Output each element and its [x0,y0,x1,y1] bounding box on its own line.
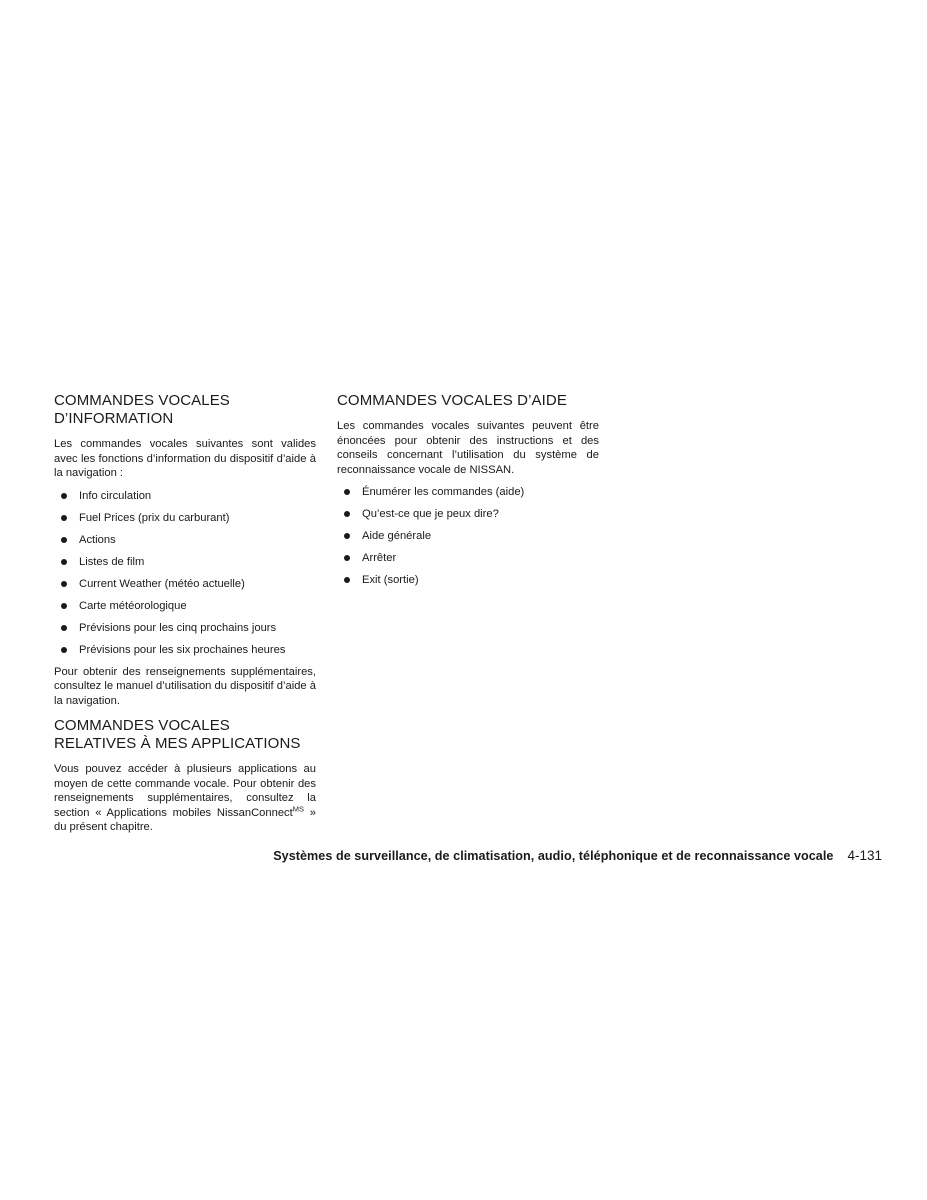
bullet-icon [344,489,350,495]
list-item [54,555,316,569]
bullet-icon [61,537,67,543]
chapter-title: Systèmes de surveillance, de climatisation, audio, téléphonique et de reconnaissance vocale [273,849,834,863]
list-item [337,573,599,587]
my-apps-commands-section [54,717,316,835]
bullet-icon [344,555,350,561]
list-item [337,551,599,565]
section-heading: COMMANDES VOCALES D’INFORMATION [54,392,230,427]
list-item-label: Info circulation [79,489,152,502]
information-commands-section [54,392,316,708]
body-text: Vous pouvez accéder à plusieurs applications au moyen de cette commande vocale. Pour obtenir des renseignements supplémentaires, consultez la section « Applications mobiles NissanConnect [54,763,316,819]
bullet-icon [61,559,67,565]
help-commands-section [337,392,599,587]
list-item [54,643,316,657]
left-column [54,392,316,835]
body-text-end: » du présent chapitre. [54,806,316,833]
list-item-label: Arrêter [362,552,397,564]
page-footer [273,848,882,863]
list-item-label: Prévisions pour les six prochaines heures [79,643,286,656]
bullet-icon [344,533,350,539]
list-item [337,485,599,499]
right-column [337,392,599,595]
list-item [54,621,316,635]
list-item-label: Current Weather (météo actuelle) [79,577,245,590]
list-item-label: Qu’est-ce que je peux dire? [362,508,499,520]
list-item-label: Carte météorologique [79,599,187,612]
command-list [54,489,316,657]
section-outro: Pour obtenir des renseignements supplémentaires, consultez le manuel d’utilisation du dispositif d’aide à la navigation. [54,665,316,707]
list-item [54,577,316,591]
command-list [337,485,599,587]
list-item [54,599,316,613]
bullet-icon [61,515,67,521]
section-intro: Les commandes vocales suivantes sont valides avec les fonctions d’information du dispositif d’aide à la navigation : [54,438,316,479]
list-item-label: Listes de film [79,555,145,568]
list-item-label: Exit (sortie) [362,574,419,586]
bullet-icon [61,603,67,609]
bullet-icon [61,625,67,631]
list-item-label: Fuel Prices (prix du carburant) [79,511,230,524]
section-heading: COMMANDES VOCALES RELATIVES À MES APPLICATIONS [54,717,301,752]
bullet-icon [61,581,67,587]
bullet-icon [61,493,67,499]
list-item [337,507,599,521]
list-item-label: Aide générale [362,530,432,542]
list-item [54,489,316,503]
section-heading: COMMANDES VOCALES D’AIDE [337,392,567,409]
list-item [54,511,316,525]
page-number: 4-131 [847,848,882,863]
bullet-icon [344,511,350,517]
list-item-label: Énumérer les commandes (aide) [362,486,525,498]
list-item [337,529,599,543]
bullet-icon [61,647,67,653]
list-item-label: Actions [79,533,116,546]
list-item [54,533,316,547]
list-item-label: Prévisions pour les cinq prochains jours [79,621,277,634]
trademark-superscript: MS [292,803,305,813]
section-body [54,762,316,835]
section-intro: Les commandes vocales suivantes peuvent être énoncées pour obtenir des instructions et des conseils concernant l’utilisation du système de reconnaissance vocale de NISSAN. [337,420,599,476]
bullet-icon [344,577,350,583]
